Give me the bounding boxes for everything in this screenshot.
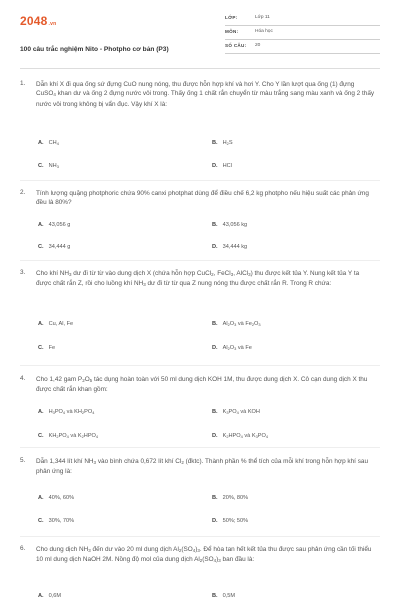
question-text: Cho 1,42 gam $P_2O_5$ tác dụng hoàn toàn với 50 ml dung dịch KOH 1M, thu được dung dịch X. Cô cạn dung dịch X thu được chất rắn khan gồm: xyxy=(36,376,368,394)
option-c[interactable] xyxy=(38,345,55,351)
option-letter: A. xyxy=(38,495,44,501)
option-b[interactable] xyxy=(212,409,260,415)
question-separator xyxy=(20,260,380,261)
option-text: $K_3PO_4$ và KOH xyxy=(222,409,260,415)
option-a[interactable] xyxy=(38,140,59,146)
option-text: 20%, 80% xyxy=(222,495,249,501)
logo-suffix: .vn xyxy=(48,21,57,27)
meta-key: MÔN: xyxy=(225,29,239,34)
option-c[interactable] xyxy=(38,163,59,169)
option-b[interactable] xyxy=(212,321,261,327)
option-text: Fe xyxy=(48,345,56,351)
question-text: Dẫn khí X đi qua ống sứ đựng CuO nung nóng, thu được hỗn hợp khí và hơi Y. Cho Y lần lượt qua ống (1) đựng CuSO$_4$ khan dư và ống 2 đựng nước vôi trong. Thấy ống 1 chất rắn chuyển từ màu trắng sang màu xanh và ống 2 thấy nước vôi trong không bị vẩn đục. Vậy khí X là: xyxy=(36,81,375,108)
question-text: Cho dung dịch $NH_3$ đến dư vào 20 ml dung dịch $Al_2(SO_4)_3$. Để hòa tan hết kết tủa thu được sau phản ứng cần tối thiểu 10 ml dung dịch NaOH 2M. Nồng độ mol của dung dịch $Al_2(SO_4)_3$ ban đầu là: xyxy=(36,546,372,564)
question-number: 6. xyxy=(20,545,26,552)
option-letter: B. xyxy=(212,495,218,501)
header-divider xyxy=(20,68,380,69)
option-text: 50%; 50% xyxy=(222,518,249,524)
meta-value: 20 xyxy=(255,43,261,48)
option-letter: D. xyxy=(212,345,218,351)
option-text: 0,6M xyxy=(48,593,62,599)
option-letter: A. xyxy=(38,140,44,146)
question-number: 1. xyxy=(20,80,26,87)
question-text: Dẫn 1,344 lít khí $NH_3$ vào bình chứa 0,672 lít khí $Cl_2$ (đktc). Thành phần % thể tích của mỗi khí trong hỗn hợp khí sau phản ứng là: xyxy=(36,458,369,476)
option-b[interactable] xyxy=(212,222,247,228)
meta-key: LỚP: xyxy=(225,15,238,20)
option-letter: A. xyxy=(38,409,44,415)
option-letter: C. xyxy=(38,244,44,250)
option-text: $K_2HPO_4$ và $K_3PO_4$ xyxy=(222,433,269,439)
meta-value: Lớp 11 xyxy=(255,15,270,20)
option-letter: C. xyxy=(38,433,44,439)
logo-text: 2048 xyxy=(20,14,48,28)
option-b[interactable] xyxy=(212,593,235,599)
option-text: $KH_2PO_4$ và $K_2HPO_4$ xyxy=(48,433,99,439)
option-letter: B. xyxy=(212,409,218,415)
option-text: 30%, 70% xyxy=(48,518,75,524)
option-a[interactable] xyxy=(38,321,73,327)
option-d[interactable] xyxy=(212,163,232,169)
option-text: $Al_2O_3$ và $Fe_2O_3$ xyxy=(222,321,261,327)
option-d[interactable] xyxy=(212,345,252,351)
option-text: HCl xyxy=(222,163,232,169)
option-letter: C. xyxy=(38,163,44,169)
option-b[interactable] xyxy=(212,140,233,146)
option-text: 43,056 kg xyxy=(222,222,248,228)
option-letter: D. xyxy=(212,433,218,439)
question-text: Tính lượng quặng photphoric chứa 90% canxi photphat dùng để điều chế 6,2 kg photpho nếu hiệu suất các phản ứng đều là 80%? xyxy=(36,190,369,207)
option-text: 43,056 g xyxy=(48,222,71,228)
option-letter: D. xyxy=(212,518,218,524)
option-a[interactable] xyxy=(38,409,94,415)
option-letter: D. xyxy=(212,244,218,250)
question-text: Cho khí $NH_3$ dư đi từ từ vào dung dịch X (chứa hỗn hợp CuCl$_2$, FeCl$_3$, AlCl$_3$) thu được kết tủa Y. Nung kết tủa Y ta được chất rắn Z, rồi cho luồng khí $NH_3$ dư đi từ từ qua Z nung nóng thu được chất rắn R. Trong R chứa: xyxy=(36,270,360,288)
meta-row-count xyxy=(225,42,380,54)
option-text: $Al_2O_3$ và Fe xyxy=(222,345,252,351)
option-text: 34,444 g xyxy=(48,244,71,250)
page-header xyxy=(20,12,380,60)
option-d[interactable] xyxy=(212,518,248,524)
option-text: $H_2S$ xyxy=(222,140,233,146)
option-letter: C. xyxy=(38,518,44,524)
option-text: $NH_3$ xyxy=(48,163,59,169)
document-title: 100 câu trắc nghiệm Nito - Photpho cơ bản (P3) xyxy=(20,46,169,53)
option-letter: C. xyxy=(38,345,44,351)
option-c[interactable] xyxy=(38,433,98,439)
question-separator xyxy=(20,180,380,181)
meta-row-class xyxy=(225,14,380,26)
meta-key: SỐ CÂU: xyxy=(225,43,247,48)
option-a[interactable] xyxy=(38,593,61,599)
option-letter: B. xyxy=(212,321,218,327)
option-d[interactable] xyxy=(212,244,247,250)
option-c[interactable] xyxy=(38,518,74,524)
option-letter: B. xyxy=(212,222,218,228)
question-separator xyxy=(20,536,380,537)
question-separator xyxy=(20,365,380,366)
option-letter: A. xyxy=(38,222,44,228)
option-text: 34,444 kg xyxy=(222,244,248,250)
option-letter: B. xyxy=(212,593,218,599)
option-text: $H_3PO_4$ và $KH_2PO_4$ xyxy=(48,409,95,415)
option-b[interactable] xyxy=(212,495,248,501)
question-number: 5. xyxy=(20,457,26,464)
option-text: Cu, Al, Fe xyxy=(48,321,74,327)
option-a[interactable] xyxy=(38,222,70,228)
option-c[interactable] xyxy=(38,244,70,250)
option-d[interactable] xyxy=(212,433,268,439)
option-text: 40%, 60% xyxy=(48,495,75,501)
question-number: 2. xyxy=(20,189,26,196)
option-letter: D. xyxy=(212,163,218,169)
option-text: 0,5M xyxy=(222,593,236,599)
option-a[interactable] xyxy=(38,495,74,501)
question-separator xyxy=(20,447,380,448)
option-letter: A. xyxy=(38,321,44,327)
meta-value: Hóa học xyxy=(255,29,273,34)
option-letter: B. xyxy=(212,140,218,146)
option-text: $CH_4$ xyxy=(48,140,59,146)
site-logo[interactable] xyxy=(20,14,56,28)
question-number: 4. xyxy=(20,375,26,382)
meta-row-subject xyxy=(225,28,380,40)
question-1 xyxy=(20,80,380,169)
question-number: 3. xyxy=(20,269,26,276)
option-letter: A. xyxy=(38,593,44,599)
